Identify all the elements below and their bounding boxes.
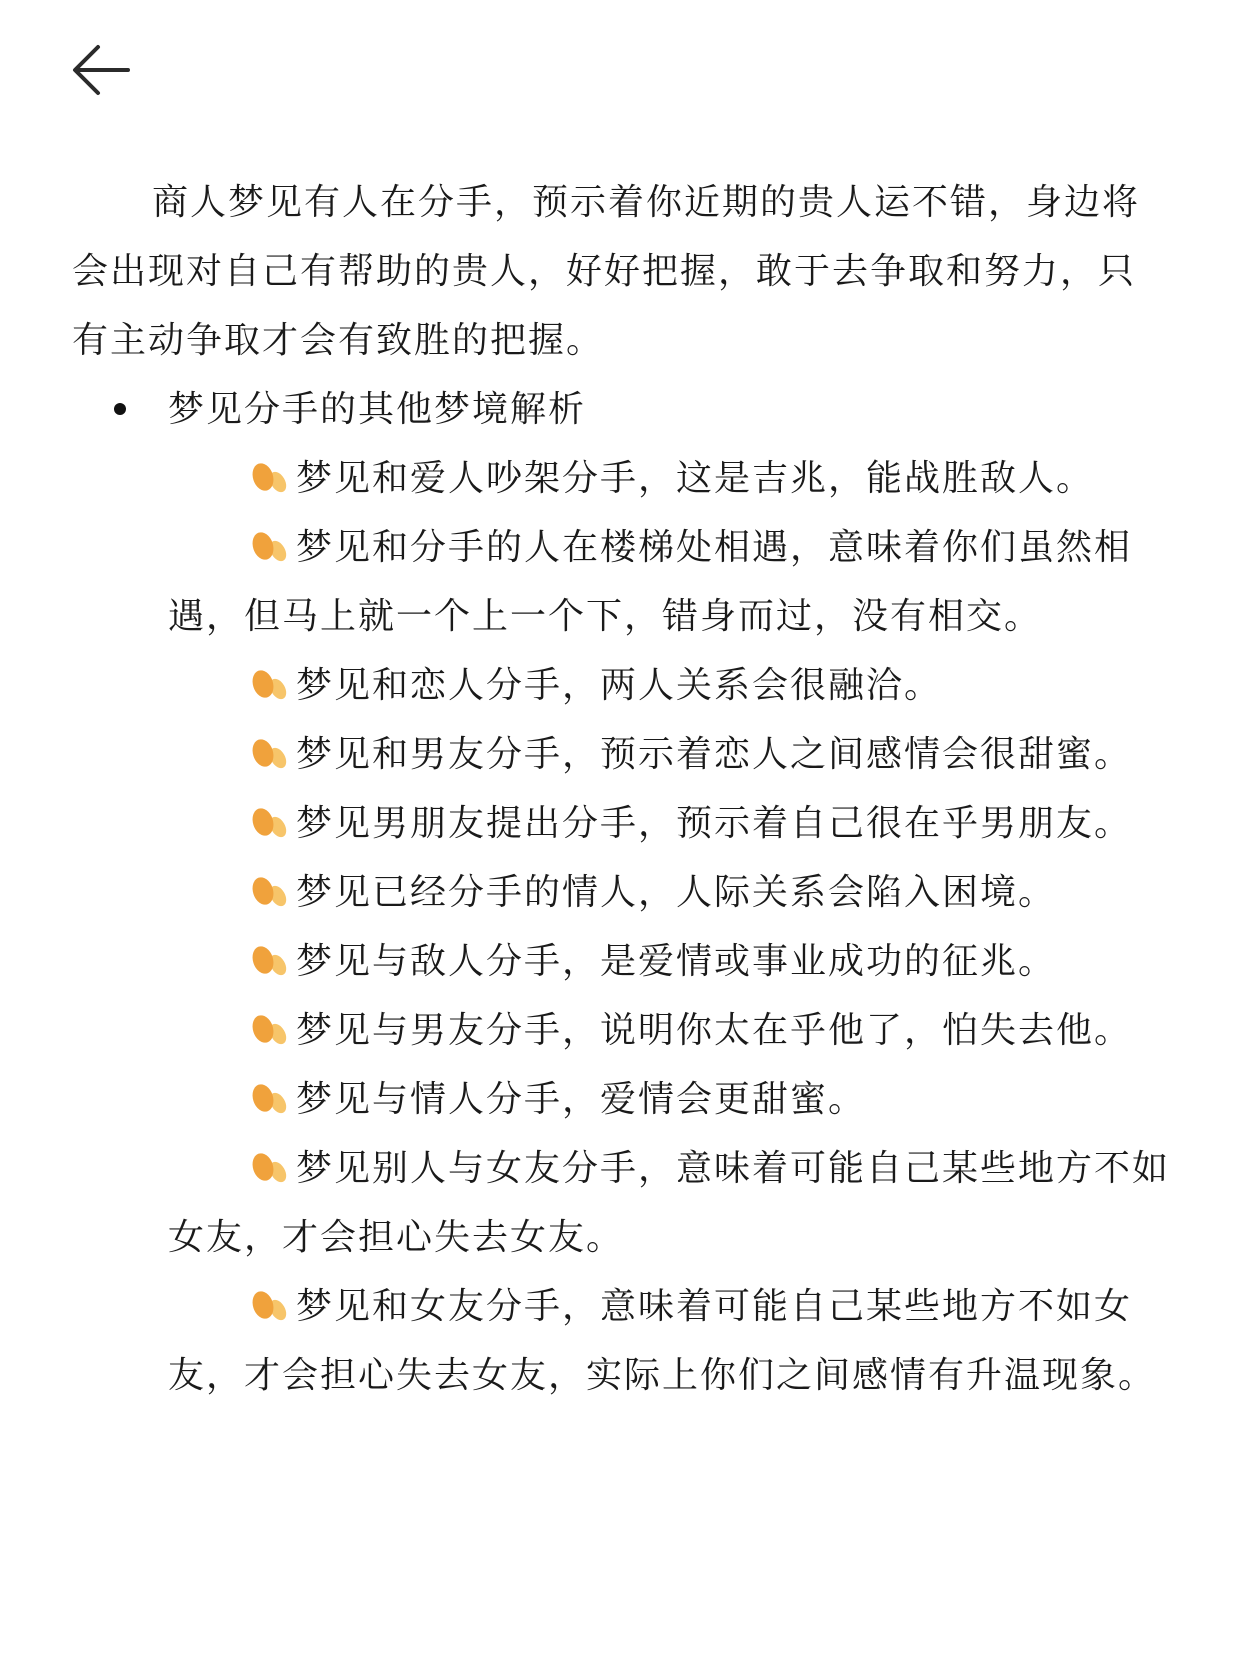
list-item	[168, 720, 1178, 789]
intro-paragraph: 商人梦见有人在分手，预示着你近期的贵人运不错，身边将会出现对自己有帮助的贵人，好好把握，敢于去争取和努力，只有主动争取才会有致胜的把握。	[72, 182, 1141, 361]
list-item	[168, 1134, 1178, 1272]
section-title: 梦见分手的其他梦境解析	[168, 389, 587, 430]
leaf-icon	[248, 1008, 294, 1048]
list-item-text: 梦见和分手的人在楼梯处相遇，意味着你们虽然相遇，但马上就一个上一个下，错身而过，没有相交。	[168, 527, 1133, 637]
list-item	[168, 858, 1178, 927]
dream-list	[72, 444, 1178, 1410]
leaf-icon	[248, 1284, 294, 1324]
list-item-text: 梦见和女友分手，意味着可能自己某些地方不如女友，才会担心失去女友，实际上你们之间感情有升温现象。	[168, 1286, 1157, 1396]
section-heading	[72, 375, 1182, 444]
article-content	[72, 168, 1182, 1410]
list-item-text: 梦见已经分手的情人，人际关系会陷入困境。	[296, 872, 1057, 913]
leaf-icon	[248, 1146, 294, 1186]
leaf-icon	[248, 525, 294, 565]
leaf-icon	[248, 732, 294, 772]
list-item-text: 梦见与情人分手，爱情会更甜蜜。	[296, 1079, 867, 1120]
list-item-text: 梦见与敌人分手，是爱情或事业成功的征兆。	[296, 941, 1057, 982]
list-item	[168, 996, 1178, 1065]
list-item	[168, 789, 1178, 858]
leaf-icon	[248, 1077, 294, 1117]
list-item-text: 梦见和男友分手，预示着恋人之间感情会很甜蜜。	[296, 734, 1133, 775]
list-item	[168, 651, 1178, 720]
list-item	[168, 444, 1178, 513]
list-item-text: 梦见和恋人分手，两人关系会很融洽。	[296, 665, 943, 706]
list-item	[168, 1272, 1178, 1410]
list-item-text: 梦见与男友分手，说明你太在乎他了，怕失去他。	[296, 1010, 1133, 1051]
bullet-dot-icon	[114, 403, 126, 415]
leaf-icon	[248, 801, 294, 841]
list-item	[168, 1065, 1178, 1134]
list-item-text: 梦见别人与女友分手，意味着可能自己某些地方不如女友，才会担心失去女友。	[168, 1148, 1171, 1258]
leaf-icon	[248, 870, 294, 910]
leaf-icon	[248, 456, 294, 496]
list-item-text: 梦见男朋友提出分手，预示着自己很在乎男朋友。	[296, 803, 1133, 844]
leaf-icon	[248, 663, 294, 703]
list-item-text: 梦见和爱人吵架分手，这是吉兆，能战胜敌人。	[296, 458, 1095, 499]
dream-analysis-section	[72, 375, 1182, 1410]
list-item	[168, 927, 1178, 996]
back-button[interactable]	[70, 42, 140, 102]
arrow-left-icon	[70, 42, 132, 98]
list-item	[168, 513, 1178, 651]
leaf-icon	[248, 939, 294, 979]
